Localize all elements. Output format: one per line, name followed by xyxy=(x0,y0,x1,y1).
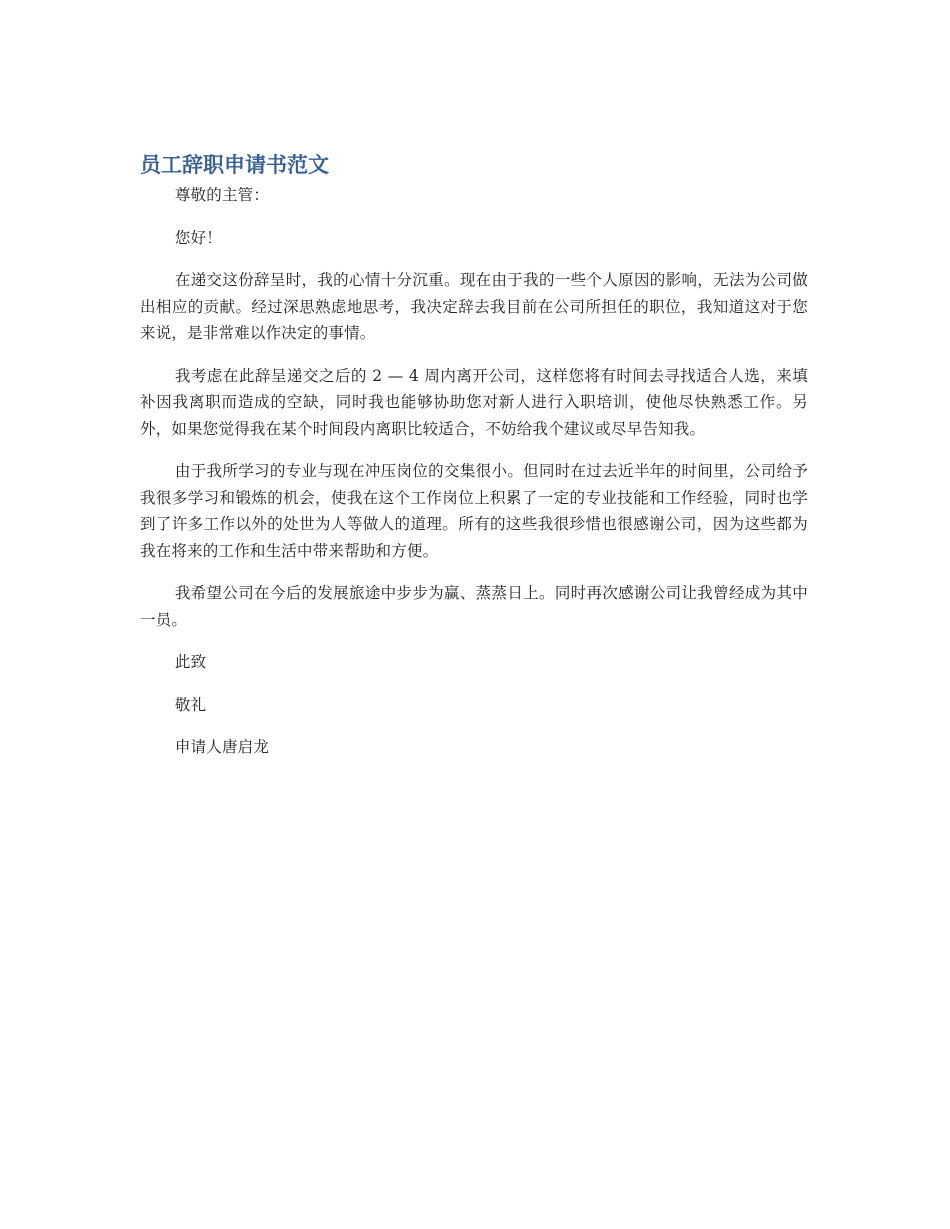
paragraph-3: 由于我所学习的专业与现在冲压岗位的交集很小。但同时在过去近半年的时间里，公司给予我很多学习和锻炼的机会，使我在这个工作岗位上积累了一定的专业技能和工作经验，同时也学到了许多工作以外的处世为人等做人的道理。所有的这些我很珍惜也很感谢公司，因为这些都为我在将来的工作和生活中带来帮助和方便。 xyxy=(140,462,808,560)
greeting: 您好！ xyxy=(174,228,222,247)
letter-body xyxy=(140,150,808,761)
salutation: 尊敬的主管： xyxy=(174,186,270,204)
paragraph-2: 我考虑在此辞呈递交之后的 2 — 4 周内离开公司，这样您将有时间去寻找适合人选，来填补因我离职而造成的空缺，同时我也能够协助您对新人进行入职培训，使他尽快熟悉工作。另外，如果您觉得我在某个时间段内离职比较适合，不妨给我个建议或尽早告知我。 xyxy=(140,366,808,438)
closing: 此致 xyxy=(174,653,207,671)
regards: 敬礼 xyxy=(174,695,207,714)
paragraph-4: 我希望公司在今后的发展旅途中步步为赢、蒸蒸日上。同时再次感谢公司让我曾经成为其中一员。 xyxy=(140,584,808,629)
signature: 申请人唐启龙 xyxy=(174,738,270,756)
paragraph-1: 在递交这份辞呈时，我的心情十分沉重。现在由于我的一些个人原因的影响，无法为公司做出相应的贡献。经过深思熟虑地思考，我决定辞去我目前在公司所担任的职位，我知道这对于您来说，是非常难以作决定的事情。 xyxy=(140,271,808,342)
page-title: 员工辞职申请书范文 xyxy=(140,153,329,177)
